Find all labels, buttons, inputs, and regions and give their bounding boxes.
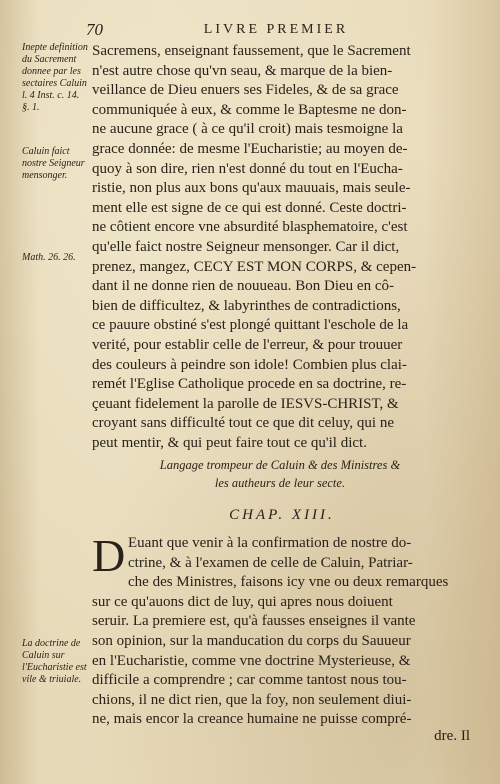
text-line: en l'Eucharistie, comme vne doctrine Mysterieuse, & bbox=[92, 652, 411, 669]
text-line: ce pauure obstiné s'est plongé quittant l'eschole de la bbox=[92, 317, 409, 334]
text-line: ne aucune grace ( à ce qu'il croit) mais tesmoigne la bbox=[92, 121, 403, 138]
drop-capital: D bbox=[92, 530, 126, 581]
running-title: LIVRE PREMIER bbox=[203, 22, 349, 37]
text-line: sur ce qu'auons dict de luy, qui apres nous doiuent bbox=[92, 593, 393, 610]
marginal-note: Caluin faict nostre Seigneur mensonger. bbox=[22, 146, 85, 181]
text-line: chions, il ne dict rien, que la foy, non seulement diui- bbox=[92, 691, 412, 708]
text-line: che des Ministres, faisons icy vne ou deux remarques bbox=[128, 574, 449, 591]
page-number: 70 bbox=[86, 20, 103, 39]
text-line: ment elle est signe de ce qui est donné. Ceste doctri- bbox=[92, 199, 407, 216]
text-line: verité, pour establir celle de l'erreur, & pour trouuer bbox=[92, 336, 403, 353]
section-heading-line: Langage trompeur de Caluin & des Ministres & bbox=[159, 458, 401, 472]
marginal-note: Math. 26. 26. bbox=[22, 252, 76, 263]
marginal-note: La doctrine de Caluin sur l'Eucharistie est vile & triuiale. bbox=[22, 638, 87, 685]
text-line: des couleurs à peindre son idole! Combien plus clai- bbox=[92, 356, 407, 373]
text-line: n'est autre chose qu'vn seau, & marque de la bien- bbox=[92, 62, 393, 79]
page-header bbox=[86, 20, 466, 44]
text-line: Sacremens, enseignant faussement, que le Sacrement bbox=[92, 43, 411, 59]
section-heading bbox=[100, 456, 460, 492]
section-heading-line: les autheurs de leur secte. bbox=[214, 476, 346, 490]
text-line: remét l'Eglise Catholique procede en sa doctrine, re- bbox=[92, 376, 407, 393]
text-line: veillance de Dieu enuers ses Fideles, & de sa grace bbox=[92, 82, 399, 99]
chapter-title: CHAP. XIII. bbox=[229, 507, 335, 523]
text-line: Euant que venir à la confirmation de nostre do- bbox=[128, 535, 412, 551]
chapter-body-block bbox=[92, 530, 472, 730]
text-line: quoy à son dire, rien n'est donné du tout en l'Eucha- bbox=[92, 160, 403, 177]
catchword: dre. Il bbox=[434, 728, 470, 744]
text-line: çeuant fidelement la parolle de IESVS-CHRIST, & bbox=[92, 395, 399, 412]
text-line: prenez, mangez, CECY EST MON CORPS, & cepen- bbox=[92, 258, 417, 275]
text-line: ctrine, & à l'examen de celle de Caluin, Patriar- bbox=[128, 554, 413, 571]
text-line: bien de difficultez, & labyrinthes de contradictions, bbox=[92, 297, 401, 314]
body-text-block bbox=[92, 42, 472, 453]
text-line: communiquée à eux, & comme le Baptesme ne don- bbox=[92, 101, 407, 118]
text-line: peut mentir, & qui peut faire tout ce qu'il dict. bbox=[92, 434, 367, 451]
marginal-note: Inepte definition du Sacrement donnee par les sectaires Caluin l. 4 Inst. c. 14. §. 1. bbox=[22, 42, 88, 113]
text-line: ristie, non plus aux bons qu'aux mauuais, mais seule- bbox=[92, 180, 411, 197]
text-line: ne, mais encor la creance humaine ne puisse compré- bbox=[92, 711, 412, 728]
text-line: qu'elle faict nostre Seigneur mensonger. Car il dict, bbox=[92, 238, 400, 255]
text-line: seruir. La premiere est, qu'à fausses enseignes il vante bbox=[92, 613, 416, 630]
text-line: croyant sans difficulté tout ce que dit celuy, qui ne bbox=[92, 415, 394, 432]
text-line: grace donnée: de mesme l'Eucharistie; au moyen de- bbox=[92, 140, 408, 157]
text-line: son opinion, sur la manducation du corps du Sauueur bbox=[92, 632, 411, 649]
text-line: ne côtient encore vne absurdité blasphematoire, c'est bbox=[92, 219, 408, 236]
text-line: dant il ne donne rien de nouueau. Bon Dieu en cô- bbox=[92, 278, 394, 295]
text-line: difficile a comprendre ; car comme tantost nous tou- bbox=[92, 672, 407, 689]
